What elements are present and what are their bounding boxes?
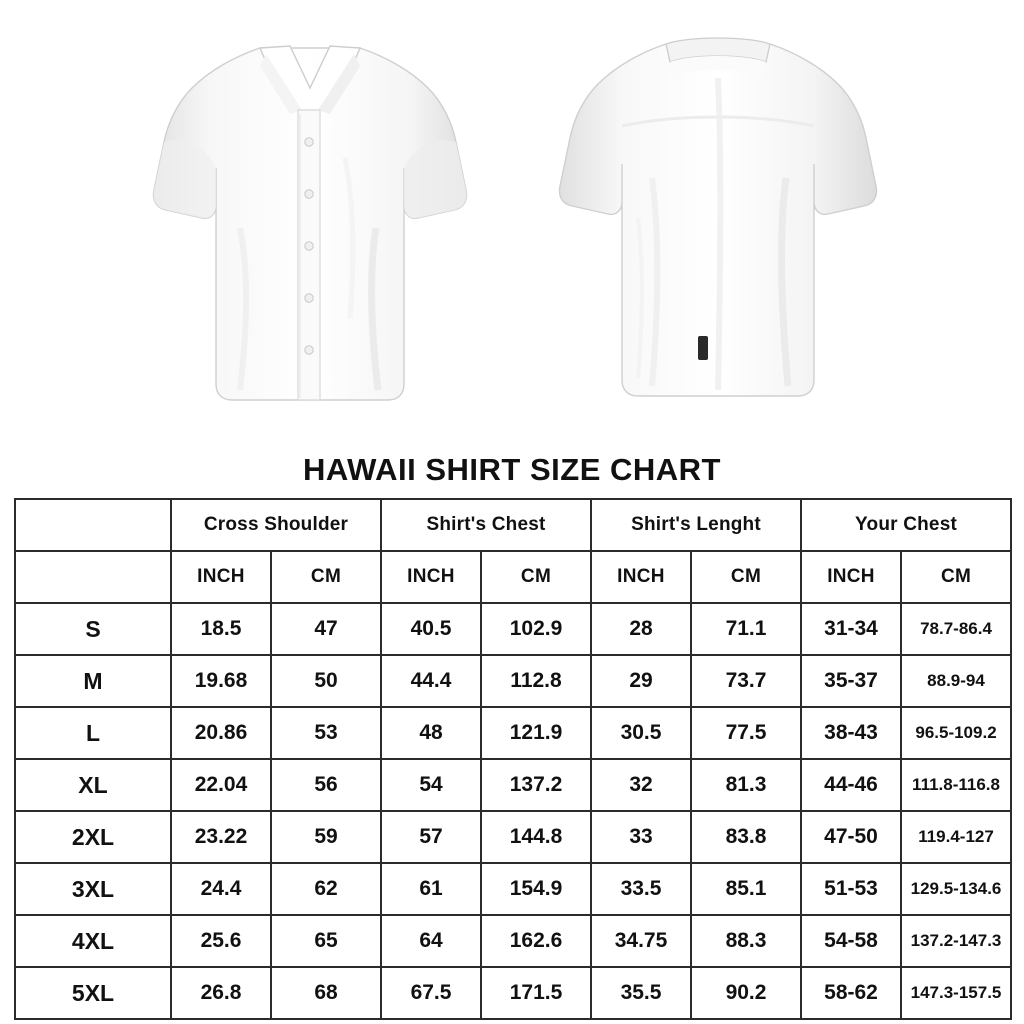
table-row bbox=[15, 707, 1011, 759]
cell-cross-shoulder-cm: 47 bbox=[271, 603, 381, 655]
cell-cross-shoulder-inch: 22.04 bbox=[171, 759, 271, 811]
unit-corner-cell bbox=[15, 551, 171, 603]
cell-shirt-chest-inch: 48 bbox=[381, 707, 481, 759]
cell-your-chest-cm: 78.7-86.4 bbox=[901, 603, 1011, 655]
cell-shirt-chest-inch: 40.5 bbox=[381, 603, 481, 655]
cell-shirt-chest-cm: 137.2 bbox=[481, 759, 591, 811]
shirt-illustrations bbox=[0, 0, 1024, 448]
cell-cross-shoulder-cm: 65 bbox=[271, 915, 381, 967]
cell-your-chest-inch: 58-62 bbox=[801, 967, 901, 1019]
cell-shirt-length-inch: 33 bbox=[591, 811, 691, 863]
cell-cross-shoulder-cm: 56 bbox=[271, 759, 381, 811]
cell-shirt-length-inch: 30.5 bbox=[591, 707, 691, 759]
unit-your-chest-cm: CM bbox=[901, 551, 1011, 603]
cell-your-chest-inch: 44-46 bbox=[801, 759, 901, 811]
cell-cross-shoulder-inch: 19.68 bbox=[171, 655, 271, 707]
unit-cross-shoulder-inch: INCH bbox=[171, 551, 271, 603]
cell-cross-shoulder-inch: 20.86 bbox=[171, 707, 271, 759]
unit-shirts-chest-inch: INCH bbox=[381, 551, 481, 603]
cell-your-chest-inch: 35-37 bbox=[801, 655, 901, 707]
cell-your-chest-cm: 147.3-157.5 bbox=[901, 967, 1011, 1019]
row-size-label: 3XL bbox=[15, 863, 171, 915]
table-row bbox=[15, 655, 1011, 707]
cell-your-chest-inch: 31-34 bbox=[801, 603, 901, 655]
cell-shirt-length-cm: 81.3 bbox=[691, 759, 801, 811]
header-shirts-chest: Shirt's Chest bbox=[381, 499, 591, 551]
unit-your-chest-inch: INCH bbox=[801, 551, 901, 603]
cell-your-chest-cm: 96.5-109.2 bbox=[901, 707, 1011, 759]
shirt-back-image bbox=[548, 18, 888, 430]
cell-shirt-length-cm: 77.5 bbox=[691, 707, 801, 759]
cell-shirt-chest-cm: 162.6 bbox=[481, 915, 591, 967]
cell-shirt-chest-inch: 57 bbox=[381, 811, 481, 863]
page-title: HAWAII SHIRT SIZE CHART bbox=[303, 452, 721, 487]
cell-shirt-chest-inch: 44.4 bbox=[381, 655, 481, 707]
cell-shirt-length-inch: 29 bbox=[591, 655, 691, 707]
row-size-label: 4XL bbox=[15, 915, 171, 967]
cell-shirt-length-inch: 32 bbox=[591, 759, 691, 811]
unit-shirts-length-cm: CM bbox=[691, 551, 801, 603]
header-cross-shoulder: Cross Shoulder bbox=[171, 499, 381, 551]
cell-shirt-length-cm: 71.1 bbox=[691, 603, 801, 655]
cell-cross-shoulder-cm: 62 bbox=[271, 863, 381, 915]
cell-cross-shoulder-cm: 50 bbox=[271, 655, 381, 707]
cell-shirt-length-cm: 83.8 bbox=[691, 811, 801, 863]
unit-shirts-chest-cm: CM bbox=[481, 551, 591, 603]
cell-shirt-chest-cm: 154.9 bbox=[481, 863, 591, 915]
cell-shirt-length-cm: 90.2 bbox=[691, 967, 801, 1019]
group-header-row bbox=[15, 499, 1011, 551]
cell-your-chest-cm: 119.4-127 bbox=[901, 811, 1011, 863]
cell-shirt-chest-inch: 61 bbox=[381, 863, 481, 915]
cell-shirt-chest-inch: 54 bbox=[381, 759, 481, 811]
cell-your-chest-cm: 111.8-116.8 bbox=[901, 759, 1011, 811]
row-size-label: 2XL bbox=[15, 811, 171, 863]
cell-shirt-length-cm: 88.3 bbox=[691, 915, 801, 967]
table-row bbox=[15, 759, 1011, 811]
cell-cross-shoulder-inch: 23.22 bbox=[171, 811, 271, 863]
unit-header-row bbox=[15, 551, 1011, 603]
cell-shirt-chest-cm: 144.8 bbox=[481, 811, 591, 863]
cell-shirt-chest-cm: 102.9 bbox=[481, 603, 591, 655]
cell-shirt-chest-cm: 171.5 bbox=[481, 967, 591, 1019]
cell-cross-shoulder-inch: 26.8 bbox=[171, 967, 271, 1019]
row-size-label: XL bbox=[15, 759, 171, 811]
header-your-chest: Your Chest bbox=[801, 499, 1011, 551]
table-row bbox=[15, 811, 1011, 863]
cell-shirt-chest-cm: 112.8 bbox=[481, 655, 591, 707]
cell-shirt-length-cm: 85.1 bbox=[691, 863, 801, 915]
row-size-label: L bbox=[15, 707, 171, 759]
row-size-label: M bbox=[15, 655, 171, 707]
cell-your-chest-inch: 47-50 bbox=[801, 811, 901, 863]
table-row bbox=[15, 863, 1011, 915]
cell-shirt-length-inch: 34.75 bbox=[591, 915, 691, 967]
size-table-wrap bbox=[0, 498, 1024, 1020]
header-corner-cell bbox=[15, 499, 171, 551]
size-chart-table bbox=[14, 498, 1012, 1020]
table-row bbox=[15, 967, 1011, 1019]
cell-shirt-chest-inch: 67.5 bbox=[381, 967, 481, 1019]
cell-your-chest-inch: 38-43 bbox=[801, 707, 901, 759]
header-shirts-length: Shirt's Lenght bbox=[591, 499, 801, 551]
table-row bbox=[15, 603, 1011, 655]
cell-cross-shoulder-inch: 24.4 bbox=[171, 863, 271, 915]
cell-shirt-chest-inch: 64 bbox=[381, 915, 481, 967]
cell-shirt-chest-cm: 121.9 bbox=[481, 707, 591, 759]
cell-shirt-length-inch: 35.5 bbox=[591, 967, 691, 1019]
cell-shirt-length-inch: 28 bbox=[591, 603, 691, 655]
table-row bbox=[15, 915, 1011, 967]
cell-shirt-length-cm: 73.7 bbox=[691, 655, 801, 707]
unit-shirts-length-inch: INCH bbox=[591, 551, 691, 603]
cell-cross-shoulder-inch: 25.6 bbox=[171, 915, 271, 967]
cell-your-chest-inch: 51-53 bbox=[801, 863, 901, 915]
cell-shirt-length-inch: 33.5 bbox=[591, 863, 691, 915]
shirt-front-image bbox=[140, 18, 480, 430]
cell-cross-shoulder-cm: 53 bbox=[271, 707, 381, 759]
cell-cross-shoulder-cm: 59 bbox=[271, 811, 381, 863]
cell-your-chest-cm: 88.9-94 bbox=[901, 655, 1011, 707]
row-size-label: S bbox=[15, 603, 171, 655]
row-size-label: 5XL bbox=[15, 967, 171, 1019]
cell-your-chest-cm: 129.5-134.6 bbox=[901, 863, 1011, 915]
cell-your-chest-inch: 54-58 bbox=[801, 915, 901, 967]
unit-cross-shoulder-cm: CM bbox=[271, 551, 381, 603]
cell-cross-shoulder-inch: 18.5 bbox=[171, 603, 271, 655]
cell-cross-shoulder-cm: 68 bbox=[271, 967, 381, 1019]
cell-your-chest-cm: 137.2-147.3 bbox=[901, 915, 1011, 967]
